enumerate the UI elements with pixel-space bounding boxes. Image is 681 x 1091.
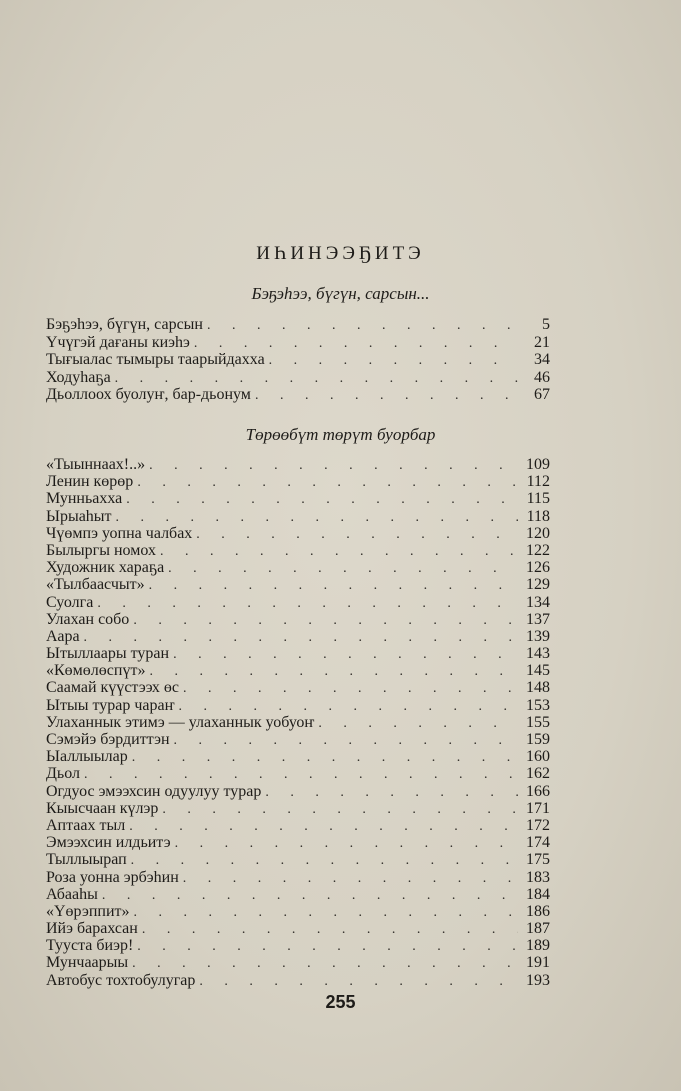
- toc-entry-page: 122: [526, 541, 550, 559]
- toc-list-2: [46, 456, 550, 989]
- toc-entry[interactable]: [46, 903, 550, 920]
- toc-entry-title: Ытыллаары туран: [46, 645, 170, 663]
- toc-entry-title: Сэмэйэ бэрдиттэн: [46, 731, 170, 748]
- toc-entry-title: Ытыы турар чараҥ: [46, 696, 175, 714]
- toc-entry[interactable]: [46, 954, 550, 971]
- toc-entry[interactable]: [46, 679, 550, 696]
- toc-entry-page: 162: [526, 765, 550, 783]
- leader-dots: [199, 973, 518, 989]
- toc-entry-page: 159: [526, 731, 550, 748]
- toc-entry-page: 183: [526, 868, 550, 886]
- leader-dots: [174, 732, 518, 748]
- toc-entry-page: 189: [526, 937, 550, 955]
- toc-entry-page: 174: [526, 834, 550, 852]
- leader-dots: [97, 595, 518, 611]
- toc-entry-title: Художник хараҕа: [46, 559, 165, 577]
- toc-entry[interactable]: [46, 851, 550, 868]
- leader-dots: [160, 543, 518, 559]
- leader-dots: [183, 870, 518, 886]
- toc-entry[interactable]: [46, 525, 550, 542]
- toc-entry-page: 139: [526, 627, 550, 645]
- toc-entry-title: «Тыыннаах!..»: [46, 456, 146, 473]
- leader-dots: [149, 663, 518, 679]
- toc-entry-page: 137: [526, 610, 550, 628]
- toc-entry-page: 134: [526, 593, 550, 611]
- toc-entry-title: Саамай күүстээх өс: [46, 679, 180, 697]
- toc-entry-page: 155: [526, 713, 550, 731]
- toc-entry[interactable]: [46, 731, 550, 748]
- toc-entry-title: Суолга: [46, 593, 94, 611]
- toc-entry-title: Мунчаарыы: [46, 954, 129, 972]
- toc-entry-page: 193: [526, 971, 550, 989]
- toc-entry[interactable]: [46, 369, 550, 387]
- toc-entry[interactable]: [46, 972, 550, 989]
- leader-dots: [84, 766, 518, 782]
- toc-entry-title: Ленин көрөр: [46, 473, 134, 491]
- toc-entry-title: Огдуос эмээхсин одуулуу турар: [46, 782, 262, 800]
- toc-list-1: [46, 316, 550, 404]
- toc-entry[interactable]: [46, 697, 550, 714]
- toc-entry[interactable]: [46, 559, 550, 576]
- leader-dots: [162, 801, 518, 817]
- toc-entry[interactable]: [46, 351, 550, 369]
- toc-entry[interactable]: [46, 316, 550, 334]
- toc-entry[interactable]: [46, 765, 550, 782]
- toc-entry[interactable]: [46, 748, 550, 765]
- leader-dots: [131, 852, 518, 868]
- toc-entry-title: Аптаах тыл: [46, 816, 126, 834]
- toc-entry[interactable]: [46, 869, 550, 886]
- toc-entry-title: Эмээхсин илдьитэ: [46, 834, 171, 852]
- leader-dots: [132, 955, 518, 971]
- leader-dots: [265, 784, 518, 800]
- toc-entry-page: 118: [526, 507, 550, 525]
- toc-entry[interactable]: [46, 576, 550, 593]
- leader-dots: [194, 335, 518, 352]
- toc-entry-title: Роза уонна эрбэһин: [46, 868, 179, 886]
- toc-entry-title: Мунньахха: [46, 490, 123, 508]
- leader-dots: [132, 749, 518, 765]
- toc-entry-title: Кыысчаан күлэр: [46, 799, 159, 817]
- toc-entry-page: 21: [534, 333, 550, 351]
- toc-entry-page: 46: [534, 368, 550, 386]
- toc-entry-page: 145: [526, 662, 550, 680]
- toc-entry-page: 166: [526, 782, 550, 800]
- toc-entry-title: Абааһы: [46, 885, 98, 903]
- toc-entry[interactable]: [46, 628, 550, 645]
- toc-entry-title: Былыргы номох: [46, 541, 156, 559]
- leader-dots: [207, 317, 518, 334]
- toc-entry-title: «Көмөлөспүт»: [46, 662, 146, 680]
- toc-entry-page: 175: [526, 851, 550, 869]
- toc-entry-page: 187: [526, 920, 550, 938]
- toc-entry-page: 120: [526, 524, 550, 542]
- toc-entry-page: 171: [526, 799, 550, 817]
- toc-entry-title: Дьоллоох буолуҥ, бар-дьонум: [46, 386, 251, 404]
- toc-entry-page: 34: [534, 351, 550, 369]
- leader-dots: [137, 474, 518, 490]
- section-title-1: Бэҕэһээ, бүгүн, сарсын...: [251, 284, 430, 303]
- toc-entry-page: 172: [526, 816, 550, 834]
- toc-entry-page: 186: [526, 902, 550, 920]
- toc-entry[interactable]: [46, 456, 550, 473]
- toc-entry[interactable]: [46, 473, 550, 490]
- toc-entry[interactable]: [46, 386, 550, 404]
- toc-entry-title: Ырыаһыт: [46, 507, 112, 525]
- toc-entry-title: Дьол: [46, 765, 80, 783]
- toc-entry-title: Ыаллыылар: [46, 748, 128, 766]
- contents-heading: ИҺИНЭЭҔИТЭ: [256, 243, 425, 264]
- toc-entry[interactable]: [46, 542, 550, 559]
- toc-entry[interactable]: [46, 937, 550, 954]
- toc-entry[interactable]: [46, 817, 550, 834]
- toc-entry[interactable]: [46, 508, 550, 525]
- toc-entry-page: 126: [526, 559, 550, 577]
- leader-dots: [196, 526, 518, 542]
- leader-dots: [183, 680, 518, 696]
- toc-entry[interactable]: [46, 886, 550, 903]
- toc-entry[interactable]: [46, 920, 550, 937]
- toc-entry-title: Чүөмпэ уопна чалбах: [46, 524, 193, 542]
- leader-dots: [255, 387, 518, 404]
- toc-entry-page: 5: [542, 316, 550, 333]
- leader-dots: [115, 370, 518, 387]
- leader-dots: [175, 835, 518, 851]
- leader-dots: [269, 352, 518, 369]
- leader-dots: [129, 818, 518, 834]
- leader-dots: [137, 938, 518, 954]
- toc-entry[interactable]: [46, 662, 550, 679]
- leader-dots: [173, 646, 518, 662]
- toc-entry[interactable]: [46, 834, 550, 851]
- toc-entry-title: Автобус тохтобулугар: [46, 971, 196, 989]
- toc-entry[interactable]: [46, 594, 550, 611]
- toc-entry-title: Бэҕэһээ, бүгүн, сарсын: [46, 316, 203, 333]
- toc-entry-title: Тууста биэр!: [46, 937, 134, 955]
- leader-dots: [318, 715, 518, 731]
- toc-entry-page: 153: [526, 696, 550, 714]
- toc-entry-page: 148: [526, 679, 550, 697]
- toc-entry[interactable]: [46, 783, 550, 800]
- leader-dots: [142, 921, 518, 937]
- toc-entry[interactable]: [46, 714, 550, 731]
- toc-entry[interactable]: [46, 645, 550, 662]
- toc-entry-title: Ходуһаҕа: [46, 368, 111, 386]
- toc-entry[interactable]: [46, 490, 550, 507]
- leader-dots: [168, 560, 518, 576]
- toc-entry-title: Тығыалас тымыры таарыйдахха: [46, 351, 265, 369]
- leader-dots: [179, 698, 518, 714]
- toc-entry-title: Аара: [46, 627, 80, 645]
- toc-entry-page: 129: [526, 576, 550, 594]
- toc-entry-page: 67: [534, 386, 550, 404]
- toc-entry-title: Улаханнык этимэ — улаханнык уобуоҥ: [46, 713, 315, 731]
- leader-dots: [102, 887, 518, 903]
- toc-entry-page: 184: [526, 885, 550, 903]
- leader-dots: [134, 904, 519, 920]
- toc-entry-page: 143: [526, 645, 550, 663]
- toc-entry-title: «Тылбаасчыт»: [46, 576, 145, 594]
- toc-entry-title: Тыллыырап: [46, 851, 127, 869]
- section-title-2: Төрөөбүт төрүт буорбар: [245, 425, 436, 444]
- toc-entry[interactable]: [46, 800, 550, 817]
- toc-entry-page: 115: [526, 490, 550, 508]
- leader-dots: [84, 629, 518, 645]
- toc-entry-title: Улахан собо: [46, 610, 130, 628]
- toc-entry-page: 112: [526, 473, 550, 491]
- toc-entry-title: «Үөрэппит»: [46, 902, 130, 920]
- leader-dots: [133, 612, 518, 628]
- leader-dots: [116, 509, 518, 525]
- toc-entry[interactable]: [46, 611, 550, 628]
- toc-entry-page: 191: [526, 954, 550, 972]
- leader-dots: [126, 491, 518, 507]
- toc-entry[interactable]: [46, 334, 550, 352]
- page-number: 255: [325, 992, 356, 1012]
- leader-dots: [149, 577, 518, 593]
- toc-entry-page: 109: [526, 456, 550, 473]
- leader-dots: [149, 457, 518, 473]
- toc-entry-page: 160: [526, 748, 550, 766]
- toc-entry-title: Ийэ барахсан: [46, 920, 138, 938]
- toc-entry-title: Үчүгэй дағаны киэһэ: [46, 333, 190, 351]
